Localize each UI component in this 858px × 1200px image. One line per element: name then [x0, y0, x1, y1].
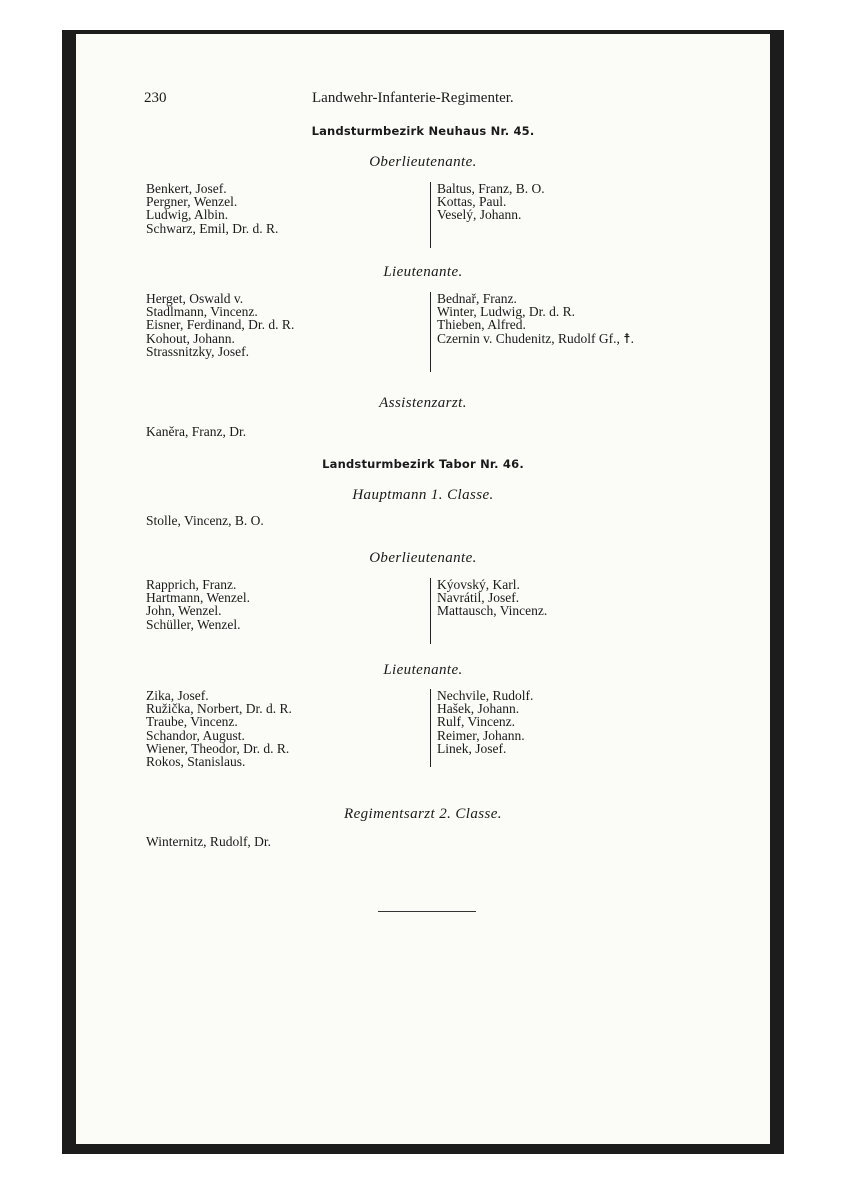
rank-heading-oberlieutenante: Oberlieutenante. [369, 154, 477, 170]
running-title: Landwehr-Infanterie-Regimenter. [312, 90, 514, 106]
name-entry: John, Wenzel. [146, 603, 222, 619]
name-column-left [146, 182, 278, 235]
name-entry: Schandor, August. [146, 727, 245, 743]
name-entry: Nechvile, Rudolf. [437, 688, 534, 703]
name-entry: Benkert, Josef. [146, 181, 227, 196]
name-entry: Traube, Vincenz. [146, 714, 238, 730]
name-entry: Wiener, Theodor, Dr. d. R. [146, 740, 290, 756]
name-entry: Winternitz, Rudolf, Dr. [146, 834, 272, 849]
name-entry: Reimer, Johann. [437, 727, 525, 743]
name-entry: Zika, Josef. [146, 688, 209, 703]
name-entry: Rokos, Stanislaus. [146, 753, 246, 769]
name-entry: Winter, Ludwig, Dr. d. R. [437, 304, 576, 320]
name-entry: Bednař, Franz. [437, 291, 517, 306]
name-column-right [430, 578, 547, 644]
name-entry: Kaněra, Franz, Dr. [146, 424, 247, 439]
name-entry: Stolle, Vincenz, B. O. [146, 513, 264, 528]
rank-heading-lieutenante: Lieutenante. [383, 662, 463, 678]
name-entry: Schüller, Wenzel. [146, 616, 241, 632]
name-entry: Kohout, Johann. [146, 330, 235, 346]
closing-rule [378, 911, 476, 912]
name-entry: Pergner, Wenzel. [146, 194, 238, 210]
name-entry: Ludwig, Albin. [146, 207, 229, 223]
name-entry: Strassnitzky, Josef. [146, 343, 249, 359]
name-entry: Baltus, Franz, B. O. [437, 181, 545, 196]
district-heading-tabor: Landsturmbezirk Tabor Nr. 46. [322, 457, 524, 471]
document-page [76, 34, 770, 1144]
name-entry: Thieben, Alfred. [437, 317, 526, 333]
name-column-left [146, 292, 294, 358]
rank-heading-hauptmann: Hauptmann 1. Classe. [352, 487, 494, 503]
name-entry: Mattausch, Vincenz. [437, 603, 548, 619]
name-entry: Ružička, Norbert, Dr. d. R. [146, 701, 292, 717]
name-entry: Czernin v. Chudenitz, Rudolf Gf., ☨. [437, 330, 634, 346]
name-entry: Navrátil, Josef. [437, 590, 520, 606]
district-heading-neuhaus: Landsturmbezirk Neuhaus Nr. 45. [311, 124, 535, 138]
page-number: 230 [144, 90, 167, 106]
name-entry: Veselý, Johann. [437, 207, 522, 223]
rank-heading-assistenzarzt: Assistenzarzt. [379, 395, 467, 411]
rank-heading-lieutenante: Lieutenante. [383, 264, 463, 280]
name-entry: Kottas, Paul. [437, 194, 507, 210]
name-entry: Rapprich, Franz. [146, 577, 237, 592]
name-column-left [146, 578, 250, 631]
name-entry: Herget, Oswald v. [146, 291, 244, 306]
name-entry: Linek, Josef. [437, 740, 507, 756]
name-entry: Hašek, Johann. [437, 701, 520, 717]
name-entry: Hartmann, Wenzel. [146, 590, 250, 606]
rank-heading-oberlieutenante: Oberlieutenante. [369, 550, 477, 566]
name-entry: Rulf, Vincenz. [437, 714, 516, 730]
name-column-right [430, 689, 533, 767]
name-column-right [430, 292, 634, 372]
name-entry: Eisner, Ferdinand, Dr. d. R. [146, 317, 295, 333]
name-entry: Kýovský, Karl. [437, 577, 520, 592]
name-column-left [146, 689, 292, 768]
name-entry: Schwarz, Emil, Dr. d. R. [146, 220, 279, 236]
name-entry: Stadlmann, Vincenz. [146, 304, 258, 320]
rank-heading-regimentsarzt: Regimentsarzt 2. Classe. [344, 806, 502, 822]
name-column-right [430, 182, 545, 248]
